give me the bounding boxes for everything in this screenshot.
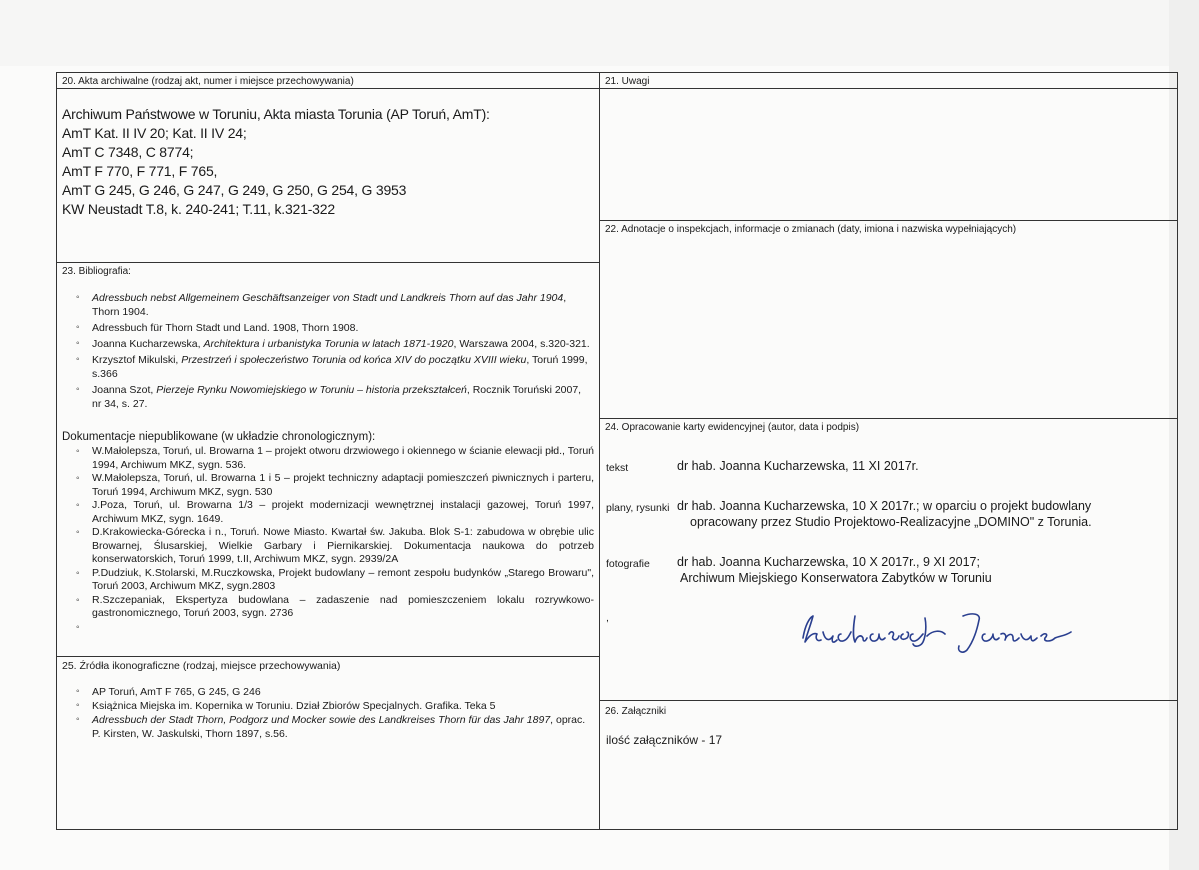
bullet-icon: ◦	[76, 714, 80, 725]
list-item: ◦ Krzysztof Mikulski, Przestrzeń i społeczeństwo Torunia od końca XIV do początku XVIII wieku, Toruń 1999, s.366	[76, 354, 588, 380]
section-24-header: 24. Opracowanie karty ewidencyjnej (autor, data i podpis)	[605, 422, 860, 433]
row-divider-25	[56, 656, 599, 657]
author-value-plans: dr hab. Joanna Kucharzewska, 10 X 2017r.; w oparciu o projekt budowlany	[677, 499, 1092, 513]
bullet-icon: ◦	[76, 384, 80, 395]
iconographic-sources-list	[70, 685, 590, 741]
author-label-text: tekst	[606, 462, 629, 474]
bullet-icon: ◦	[76, 322, 80, 333]
list-item: ◦ Adressbuch für Thorn Stadt und Land. 1908, Thorn 1908.	[76, 322, 359, 334]
list-item: ◦ Książnica Miejska im. Kopernika w Toruniu. Dział Zbiorów Specjalnych. Grafika. Teka 5	[76, 700, 496, 712]
archive-line: KW Neustadt T.8, k. 240-241; T.11, k.321-322	[62, 201, 335, 217]
list-item	[70, 621, 594, 632]
row-divider-26	[599, 700, 1178, 701]
bullet-icon: ◦	[76, 473, 80, 484]
list-item: ◦ J.Poza, Toruń, ul. Browarna 1/3 – projekt modernizacji wewnętrznej instalacji gazowej, Toruń 1997, Archiwum MKZ, sygn. 1649.	[76, 499, 594, 525]
archive-line: AmT G 245, G 246, G 247, G 249, G 250, G 254, G 3953	[62, 182, 407, 198]
author-value-photos-cont: Archiwum Miejskiego Konserwatora Zabytków w Toruniu	[680, 571, 992, 585]
list-item: ◦ AP Toruń, AmT F 765, G 245, G 246	[76, 686, 261, 698]
row-divider-23	[56, 262, 599, 263]
section-26-header: 26. Załączniki	[605, 706, 667, 717]
archive-line: AmT Kat. II IV 20; Kat. II IV 24;	[62, 125, 247, 141]
bullet-icon: ◦	[76, 527, 80, 538]
handwritten-signature	[795, 608, 1075, 658]
author-label-photos: fotografie	[606, 558, 650, 570]
page-top-margin	[0, 0, 1199, 66]
row-divider-top	[56, 88, 1178, 89]
bullet-icon: ◦	[76, 292, 80, 303]
bibliography-list	[70, 291, 590, 413]
bullet-icon: ◦	[76, 338, 80, 349]
list-item: ◦ W.Małolepsza, Toruń, ul. Browarna 1 i 5 – projekt techniczny adaptacji pomieszczeń piwnicznych i parteru, Toruń 1994, Archiwum MKZ, sygn. 530	[76, 472, 594, 498]
section-21-header: 21. Uwagi	[605, 76, 650, 87]
list-item: ◦ W.Małolepsza, Toruń, ul. Browarna 1 – projekt otworu drzwiowego i okiennego w ścianie elewacji płd., Toruń 1994, Archiwum MKZ, sygn. 536.	[76, 445, 594, 471]
unpublished-docs-title: Dokumentacje niepublikowane (w układzie chronologicznym):	[62, 431, 376, 443]
bullet-icon: ◦	[76, 446, 80, 457]
bullet-icon: ◦	[76, 500, 80, 511]
list-item: ◦ Joanna Kucharzewska, Architektura i urbanistyka Torunia w latach 1871-1920, Warszawa 2004, s.320-321.	[76, 338, 590, 350]
archive-line: Archiwum Państwowe w Toruniu, Akta miasta Torunia (AP Toruń, AmT):	[62, 106, 490, 122]
list-item: ◦ Adressbuch der Stadt Thorn, Podgorz und Mocker sowie des Landkreises Thorn für das Jahr 1897, oprac. P. Kirsten, W. Jaskulski, Thorn 1897, s.56.	[76, 714, 586, 740]
section-20-header: 20. Akta archiwalne (rodzaj akt, numer i miejsce przechowywania)	[62, 76, 354, 87]
author-label-plans: plany, rysunki	[606, 502, 670, 514]
archive-line: AmT F 770, F 771, F 765,	[62, 163, 218, 179]
attachments-count: ilość załączników - 17	[606, 733, 723, 747]
unpublished-docs-list	[70, 445, 594, 632]
author-value-photos: dr hab. Joanna Kucharzewska, 10 X 2017r., 9 XI 2017;	[677, 555, 980, 569]
archive-line: AmT C 7348, C 8774;	[62, 144, 194, 160]
author-value-plans-cont: opracowany przez Studio Projektowo-Realizacyjne „DOMINO" z Torunia.	[690, 515, 1092, 529]
list-item: ◦ P.Dudziuk, K.Stolarski, M.Ruczkowska, Projekt budowlany – remont zespołu budynków „Starego Browaru", Toruń 2003, Archiwum MKZ, sygn.2803	[76, 566, 594, 592]
bullet-icon: ◦	[76, 621, 80, 633]
list-item: ◦ Adressbuch nebst Allgemeinem Geschäftsanzeiger von Stadt und Landkreis Thorn auf das Jahr 1904, Thorn 1904.	[76, 292, 567, 318]
bullet-icon: ◦	[76, 354, 80, 365]
section-22-header: 22. Adnotacje o inspekcjach, informacje o zmianach (daty, imiona i nazwiska wypełniających)	[605, 224, 1017, 235]
section-25-header: 25. Źródła ikonograficzne (rodzaj, miejsce przechowywania)	[62, 660, 341, 672]
section-23-header: 23. Bibliografia:	[62, 266, 131, 277]
bullet-icon: ◦	[76, 594, 80, 606]
list-item: ◦ D.Krakowiecka-Górecka i n., Toruń. Nowe Miasto. Kwartał św. Jakuba. Blok S-1: zabudowa w obrębie ulic Browarnej, Ślusarskiej, Wielkie Garbary i Piernikarskiej. Dokumentacja naukowa do potrzeb konserwatorskich, Toruń 1999, t.II, Archiwum MKZ, sygn. 2939/2A	[76, 526, 594, 565]
bullet-icon: ◦	[76, 686, 80, 697]
list-item: ◦ Joanna Szot, Pierzeje Rynku Nowomiejskiego w Toruniu – historia przekształceń, Rocznik Toruński 2007, nr 34, s. 27.	[76, 384, 582, 410]
bullet-icon: ◦	[76, 700, 80, 711]
row-divider-22	[599, 220, 1178, 221]
author-value-text: dr hab. Joanna Kucharzewska, 11 XI 2017r.	[677, 459, 919, 473]
bullet-icon: ◦	[76, 567, 80, 579]
stray-mark: ,	[606, 612, 609, 624]
row-divider-24	[599, 418, 1178, 419]
list-item: ◦ R.Szczepaniak, Ekspertyza budowlana – zadaszenie nad pomieszczeniem lokalu rozrywkowo-gastronomicznego, Toruń 2003, sygn. 2736	[76, 593, 594, 619]
column-divider	[599, 72, 600, 830]
